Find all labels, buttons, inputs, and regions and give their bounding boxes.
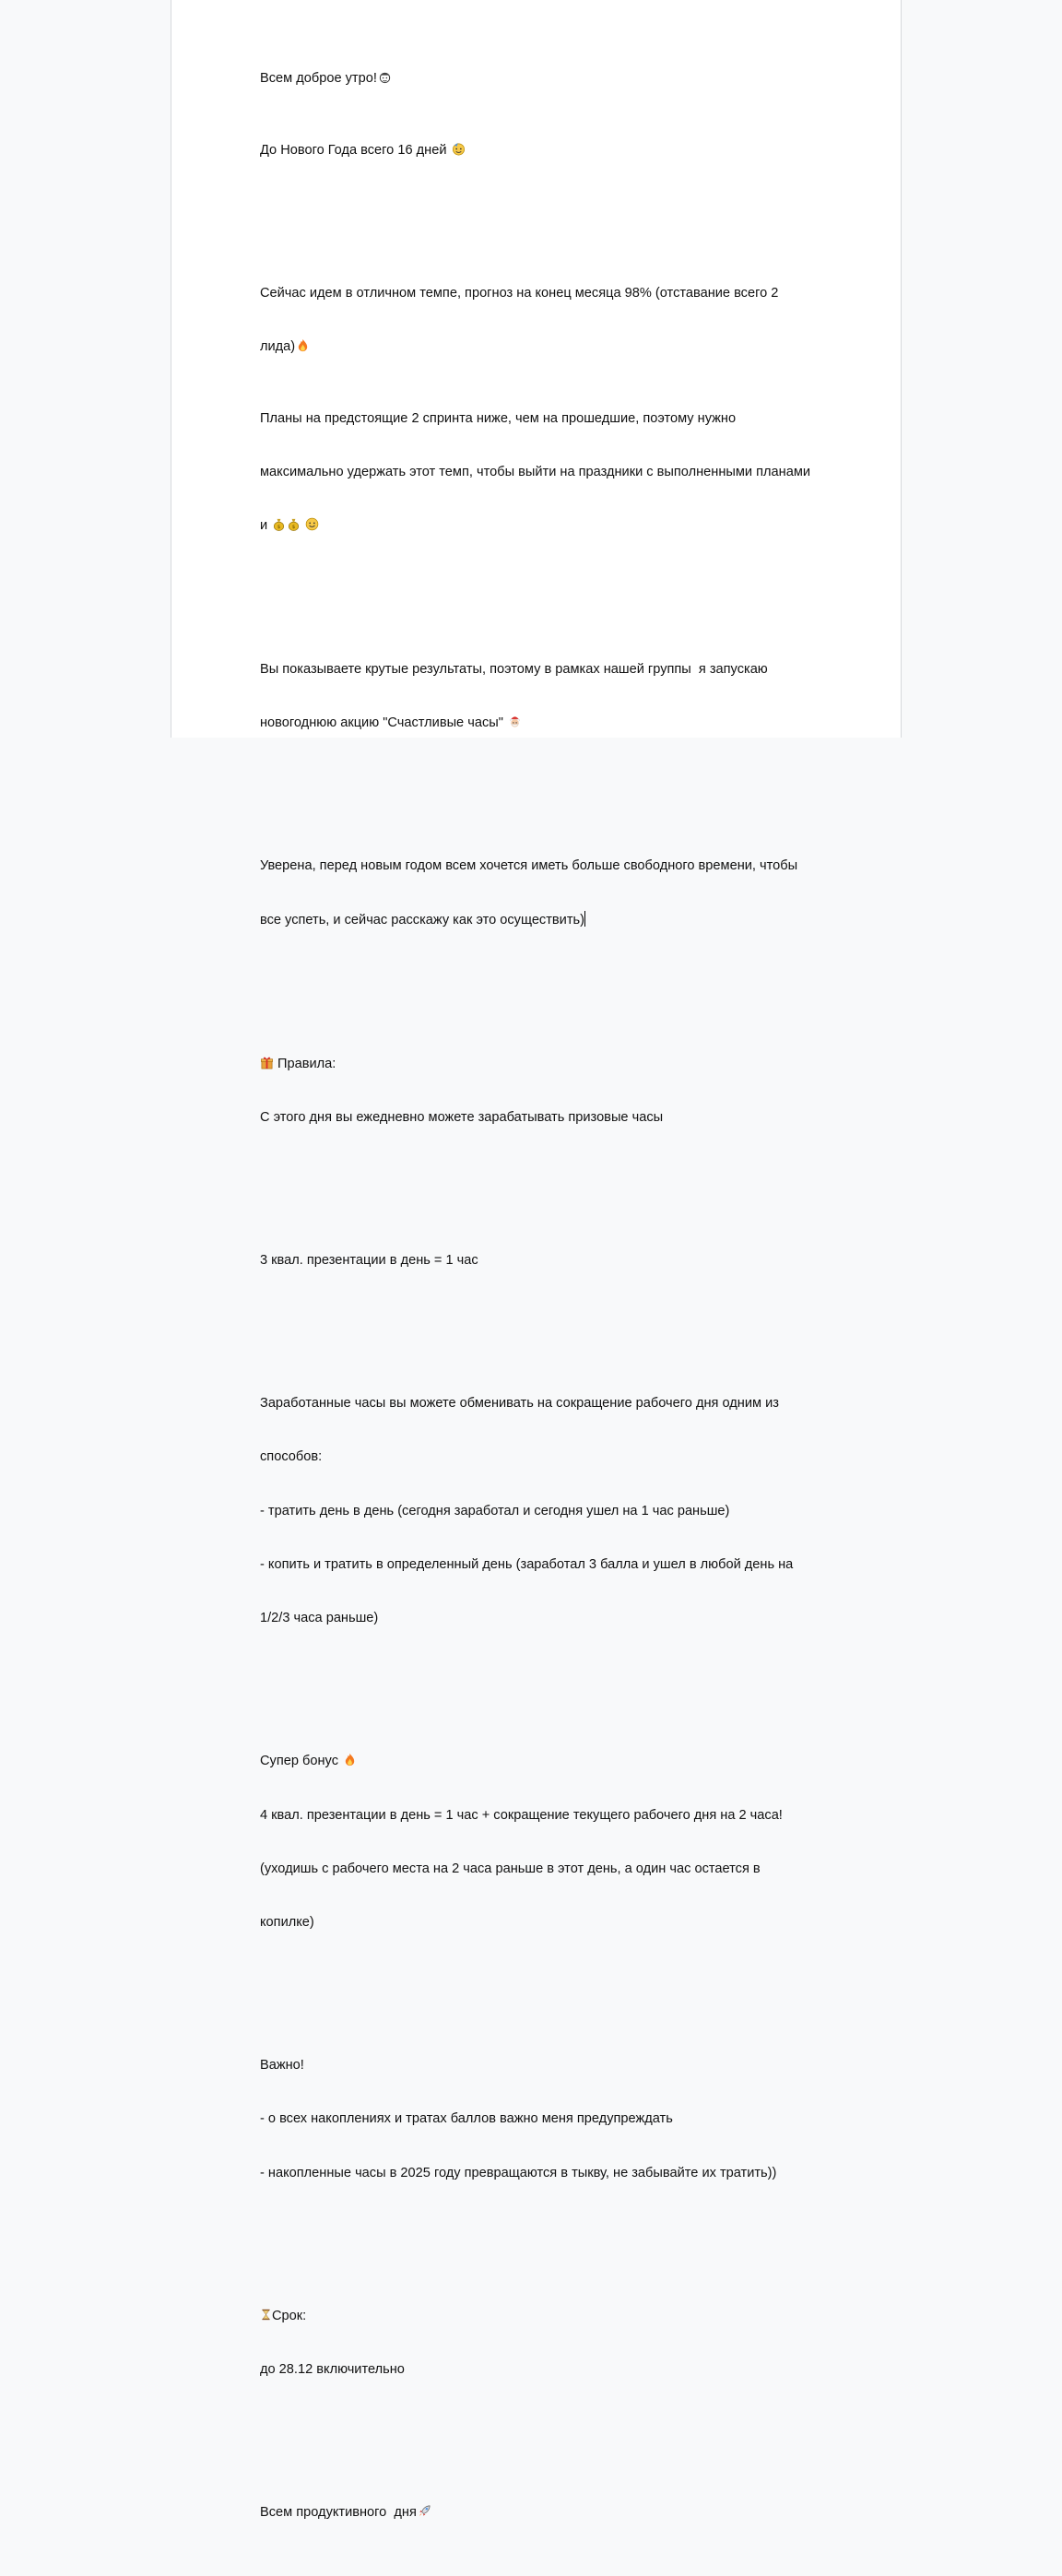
doc-line: Важно! [260, 2058, 304, 2074]
doc-line: 1/2/3 часа раньше) [260, 1611, 379, 1626]
svg-text:$: $ [277, 525, 281, 531]
document-body[interactable] [260, 17, 822, 2576]
fire-emoji-icon [296, 338, 310, 352]
doc-line: Правила: [260, 1056, 822, 1073]
doc-line [260, 2433, 822, 2451]
doc-line: С этого дня вы ежедневно можете зарабатывать призовые часы [260, 1109, 664, 1125]
party-face-emoji-icon [452, 142, 466, 156]
doc-line: Сейчас идем в отличном темпе, прогноз на конец месяца 98% (отставание всего 2 [260, 286, 779, 301]
doc-line: - о всех накоплениях и тратах баллов важно меня предупреждать [260, 2111, 673, 2127]
doc-line: Всем доброе утро! [260, 70, 822, 88]
doc-line: максимально удержать этот темп, чтобы выйти на праздники с выполненными планами [260, 465, 811, 480]
doc-line: и $ $ [260, 517, 822, 535]
doc-line: новогоднюю акцию "Счастливые часы" [260, 715, 822, 732]
doc-line: - копить и тратить в определенный день (заработал 3 балла и ушел в любой день на [260, 1556, 794, 1572]
doc-line: - накопленные часы в 2025 году превращаются в тыкву, не забывайте их тратить)) [260, 2165, 777, 2180]
doc-line [260, 786, 822, 803]
doc-line: 3 квал. презентации в день = 1 час [260, 1252, 478, 1268]
doc-line: до 28.12 включительно [260, 2362, 405, 2378]
doc-line [260, 589, 822, 607]
svg-text:$: $ [291, 525, 296, 531]
rocket-emoji-icon [418, 2504, 431, 2518]
doc-line: Уверена, перед новым годом всем хочется иметь больше свободного времени, чтобы [260, 858, 798, 874]
doc-line: копилке) [260, 1914, 314, 1930]
money-bag-emoji-icon [272, 517, 286, 531]
hourglass-emoji-icon [260, 2308, 272, 2322]
doc-line: Планы на предстоящие 2 спринта ниже, чем на прошедшие, поэтому нужно [260, 410, 737, 426]
doc-line: Заработанные часы вы можете обменивать на сокращение рабочего дня одним из [260, 1396, 779, 1412]
smiling-face-emoji-icon [305, 517, 319, 531]
gift-emoji-icon [260, 1056, 274, 1069]
doc-line [260, 2236, 822, 2253]
doc-line [260, 1324, 822, 1341]
fire-emoji-icon [343, 1753, 357, 1767]
doc-line [260, 213, 822, 230]
doc-line: - тратить день в день (сегодня заработал и сегодня ушел на 1 час раньше) [260, 1503, 730, 1518]
doc-line: Супер бонус [260, 1753, 822, 1770]
doc-line: Всем продуктивного дня [260, 2504, 822, 2522]
doc-line: способов: [260, 1449, 323, 1465]
text-cursor [584, 911, 586, 927]
money-bag-emoji-icon [287, 517, 301, 531]
doc-line [260, 1180, 822, 1198]
doc-line: 4 квал. презентации в день = 1 час + сокращение текущего рабочего дня на 2 часа! [260, 1807, 783, 1823]
santa-emoji-icon [508, 715, 522, 728]
document-page[interactable] [171, 0, 902, 2521]
doc-line: До Нового Года всего 16 дней [260, 142, 822, 160]
doc-line: все успеть, и сейчас расскажу как это осуществить) [260, 913, 584, 928]
doc-line: Срок: [260, 2308, 822, 2325]
doc-line [260, 984, 822, 1001]
doc-line: (уходишь с рабочего места на 2 часа раньше в этот день, а один час остается в [260, 1861, 761, 1876]
person-emoji-icon [378, 70, 392, 84]
doc-line [260, 1986, 822, 2003]
doc-line: Вы показываете крутые результаты, поэтому в рамках нашей группы я запускаю [260, 661, 768, 677]
doc-line [260, 1682, 822, 1699]
doc-line: лида) [260, 338, 822, 356]
